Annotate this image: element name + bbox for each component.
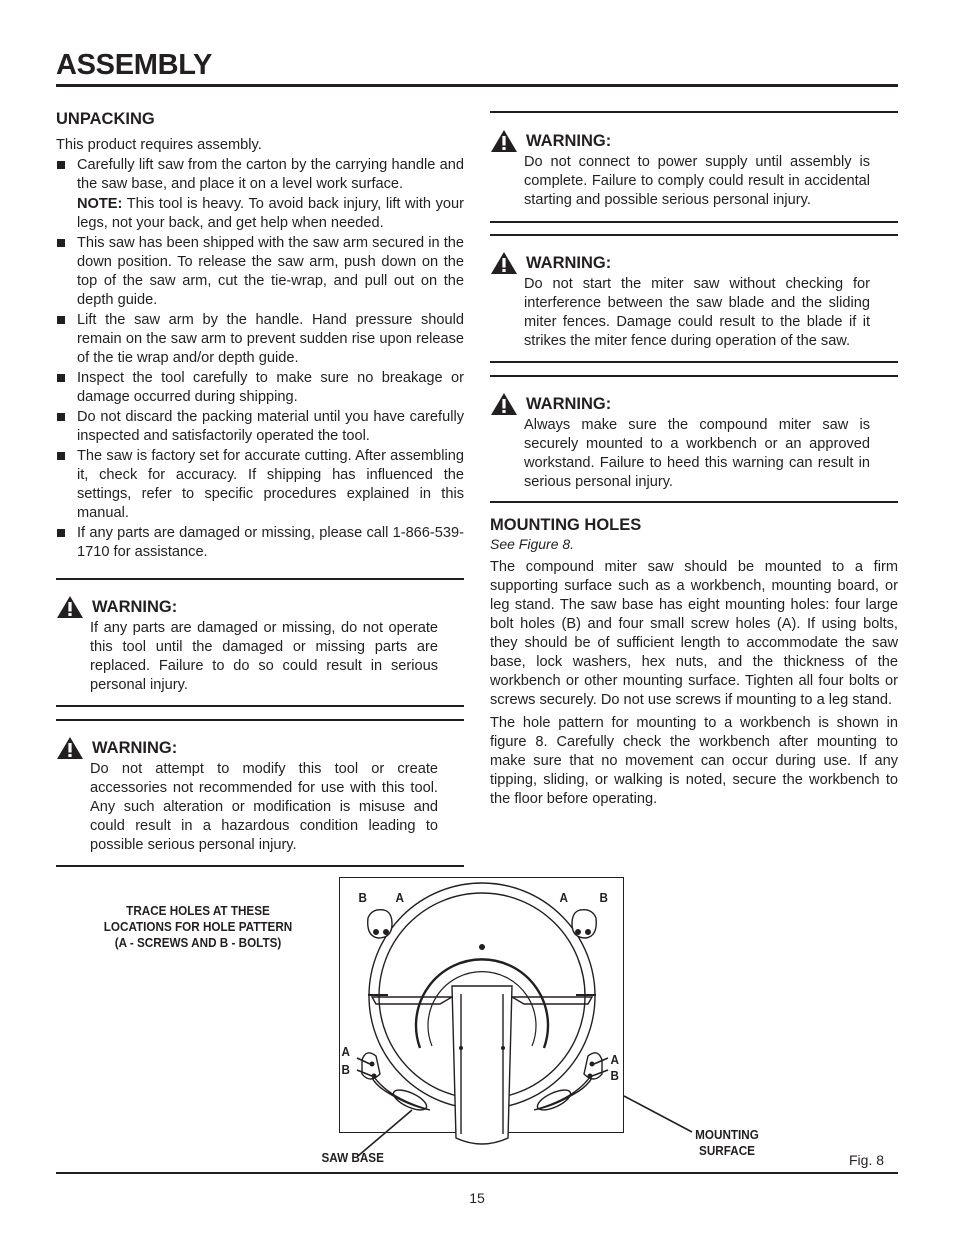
bullet-square-icon (57, 239, 65, 247)
warning-text: Always make sure the compound miter saw is securely mounted to a workbench or an approved workstand. Failure to heed this warning can result in serious personal injury. (524, 417, 870, 490)
bullet-square-icon (57, 316, 65, 324)
warning-label: WARNING: (92, 597, 178, 616)
hole-label-b: B (341, 1062, 350, 1077)
warning-label: WARNING: (526, 253, 612, 272)
unpacking-intro: This product requires assembly. (56, 137, 262, 153)
hole-label-a: A (559, 890, 568, 905)
warning-heading (490, 251, 870, 275)
note (77, 195, 464, 233)
list-item (56, 447, 464, 523)
warning-text: If any parts are damaged or missing, do not operate this tool until the damaged or missing parts are replaced. Failure to do so could result in serious personal injury. (90, 620, 438, 693)
callout-line: (A - SCREWS AND B - BOLTS) (114, 935, 282, 950)
trace-holes-callout (99, 903, 297, 951)
warning-label: WARNING: (92, 738, 178, 757)
hole-label-b: B (599, 890, 608, 905)
page-title: ASSEMBLY (56, 49, 213, 81)
list-item (56, 234, 464, 310)
hole-label-a: A (395, 890, 404, 905)
list-item-text: The saw is factory set for accurate cutting. After assembling it, check for accuracy. If shipping has influenced the settings, refer to specific procedures explained in this manual. (77, 448, 464, 521)
saw-base-label: SAW BASE (321, 1150, 384, 1165)
list-item-text: If any parts are damaged or missing, please call 1-866-539-1710 for assistance. (77, 525, 464, 560)
list-item (56, 369, 464, 407)
callout-line: TRACE HOLES AT THESE (126, 903, 270, 918)
warning-text: Do not attempt to modify this tool or create accessories not recommended for use with this tool. Any such alteration or modification is misuse and could result in a hazardous condition leading to possible serious personal injury. (90, 761, 438, 853)
warning-triangle-icon (490, 129, 518, 153)
hole-label-a: A (610, 1052, 619, 1067)
list-item-text: Lift the saw arm by the handle. Hand pressure should remain on the saw arm to prevent sudden rise upon release of the tie wrap and/or depth guide. (77, 312, 464, 366)
figure-number: Fig. 8 (849, 1152, 885, 1168)
warning-text: Do not connect to power supply until assembly is complete. Failure to comply could result in accidental starting and possible serious personal injury. (524, 154, 870, 208)
warning-heading (56, 595, 438, 619)
warning-triangle-icon (56, 736, 84, 760)
warning-triangle-icon (490, 251, 518, 275)
bullet-square-icon (57, 529, 65, 537)
warning-triangle-icon (56, 595, 84, 619)
warning-heading (490, 392, 870, 416)
warning-box (490, 111, 898, 223)
bullet-square-icon (57, 413, 65, 421)
hole-label-a: A (341, 1044, 350, 1059)
list-item (56, 311, 464, 368)
title-rule (56, 84, 898, 87)
mounting-surface-outline (339, 877, 624, 1133)
hole-label-b: B (610, 1068, 619, 1083)
mounting-paragraph: The hole pattern for mounting to a workbench is shown in figure 8. Carefully check the workbench after mounting to make sure that no movement can occur during use. If any tipping, sliding, or walking is noted, secure the workbench to the floor before operating. (490, 715, 898, 807)
warning-box (56, 719, 464, 867)
unpacking-list (56, 156, 464, 562)
warning-triangle-icon (490, 392, 518, 416)
callout-line: MOUNTING (695, 1127, 759, 1142)
warning-text: Do not start the miter saw without checking for interference between the saw blade and the sliding miter fences. Damage could result to the blade if it strikes the miter fence during operation of the saw. (524, 276, 870, 349)
bottom-rule (56, 1172, 898, 1174)
warning-box (490, 234, 898, 363)
note-text: This tool is heavy. To avoid back injury, lift with your legs, not your back, and get help when needed. (77, 196, 464, 231)
saw-base-illustration (340, 878, 625, 1134)
page-number: 15 (469, 1190, 485, 1206)
callout-line: SURFACE (699, 1143, 755, 1158)
unpacking-heading: UNPACKING (56, 110, 155, 128)
left-column (56, 110, 464, 867)
list-item (56, 524, 464, 562)
list-item (56, 408, 464, 446)
warning-heading (56, 736, 438, 760)
bullet-square-icon (57, 452, 65, 460)
mounting-holes-heading: MOUNTING HOLES (490, 516, 642, 534)
note-label: NOTE: (77, 196, 123, 212)
see-figure-reference: See Figure 8. (490, 536, 575, 552)
list-item-text: This saw has been shipped with the saw arm secured in the down position. To release the saw arm, push down on the top of the saw arm, cut the tie-wrap, and pull out on the depth guide. (77, 235, 464, 308)
warning-label: WARNING: (526, 394, 612, 413)
right-column (490, 111, 898, 809)
warning-box (56, 578, 464, 707)
list-item-text: Do not discard the packing material until you have carefully inspected and satisfactorily operated the tool. (77, 409, 464, 444)
mounting-paragraph: The compound miter saw should be mounted to a firm supporting surface such as a workbench, mounting board, or leg stand. The saw base has eight mounting holes: four large bolt holes (B) and four small screw holes (A). If using bolts, they should be of sufficient length to accommodate the saw base, lock washers, hex nuts, and the thickness of the workbench or other mounting surface. Tighten all four bolts or screws securely. Do not use screws if mounting to a leg stand. (490, 559, 898, 708)
warning-heading (490, 129, 870, 153)
list-item-text: Inspect the tool carefully to make sure no breakage or damage occurred during shipping. (77, 370, 464, 405)
warning-box (490, 375, 898, 503)
warning-label: WARNING: (526, 131, 612, 150)
mounting-surface-leader-line (624, 1096, 692, 1132)
list-item-text: Carefully lift saw from the carton by the carrying handle and the saw base, and place it on a level work surface. (77, 157, 464, 192)
callout-line: LOCATIONS FOR HOLE PATTERN (103, 919, 293, 934)
hole-label-b: B (358, 890, 367, 905)
mounting-surface-label (687, 1127, 768, 1159)
bullet-square-icon (57, 161, 65, 169)
list-item (56, 156, 464, 233)
bullet-square-icon (57, 374, 65, 382)
